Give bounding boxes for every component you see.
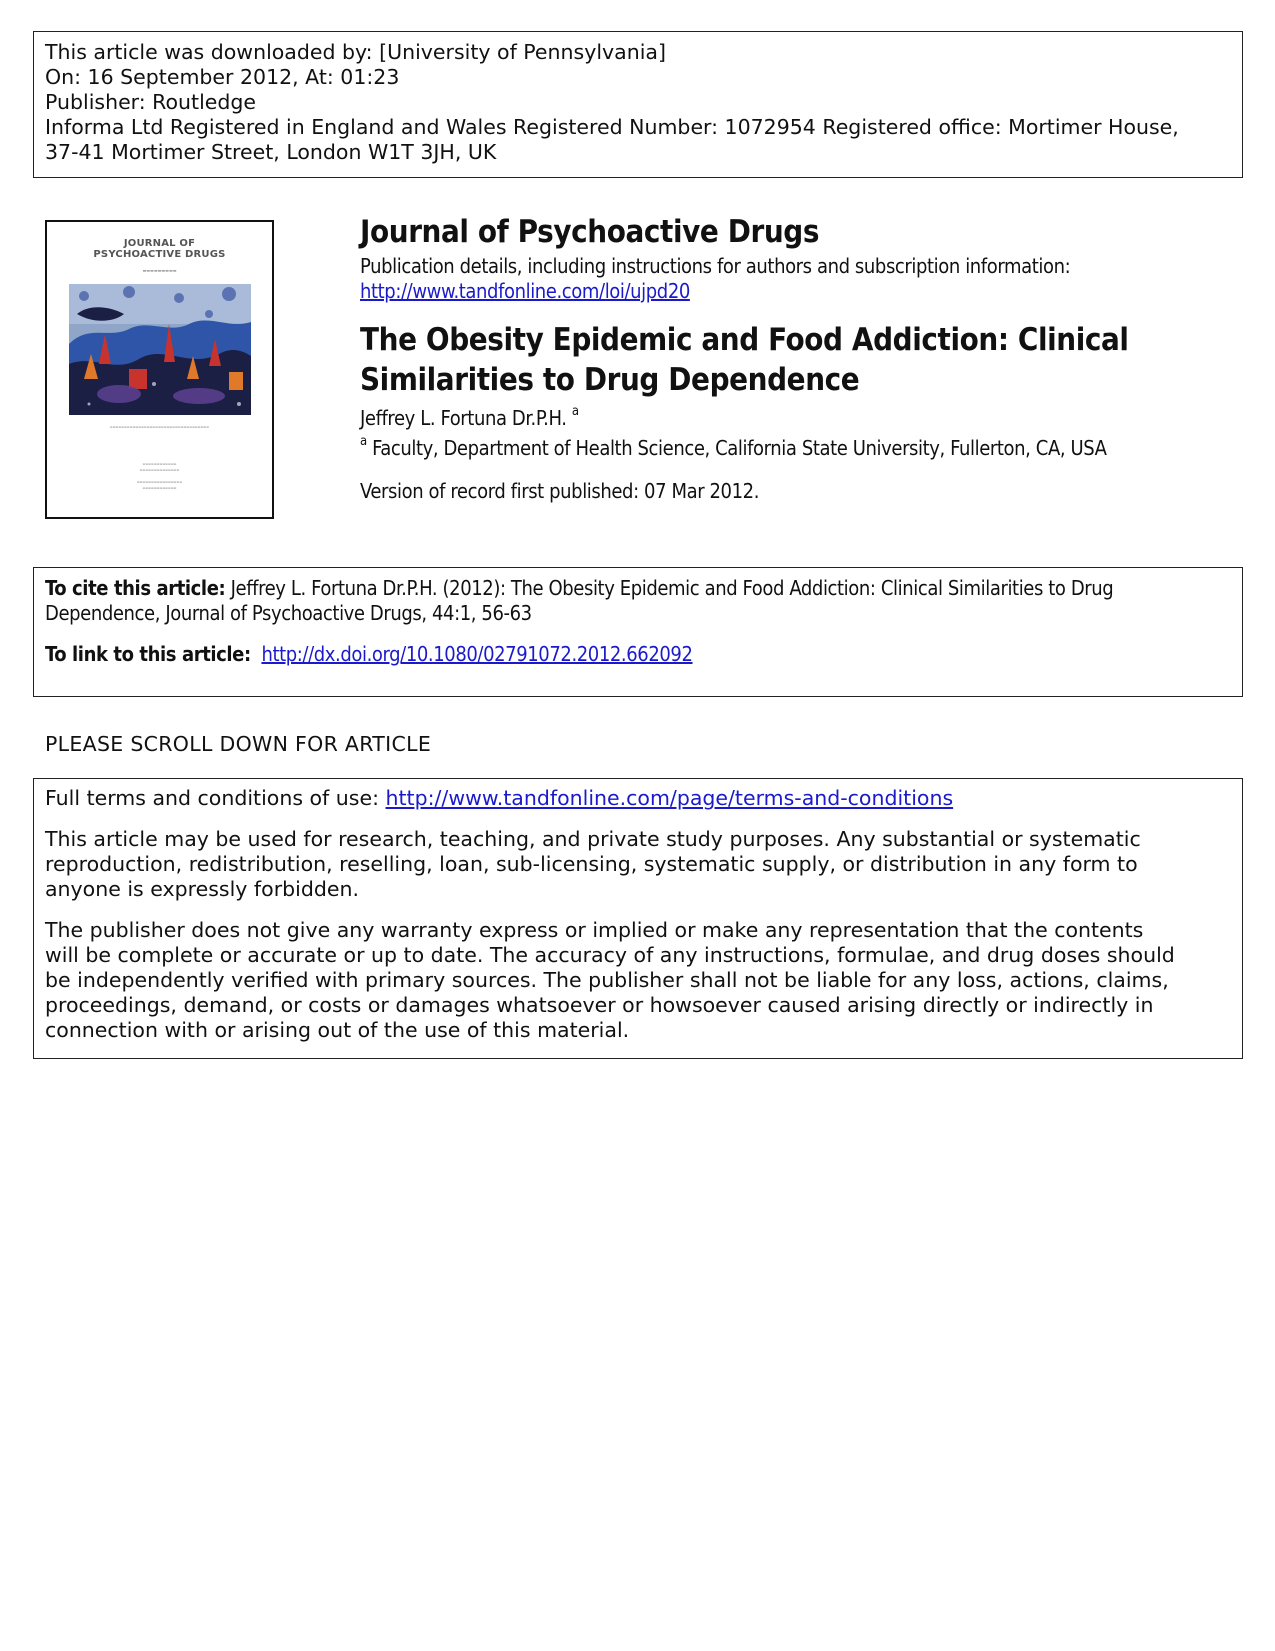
citation-text: Jeffrey L. Fortuna Dr.P.H. (2012): The Obesity Epidemic and Food Addiction: Clinical Similarities to Drug: [230, 576, 1114, 600]
cover-artwork: [69, 284, 251, 415]
download-date-line: On: 16 September 2012, At: 01:23: [45, 65, 400, 89]
cover-editor-decoration: ▬▬▬▬▬▬▬▬▬▬▬▬▬▬: [139, 468, 180, 472]
cover-title: JOURNAL OF PSYCHOACTIVE DRUGS: [93, 238, 226, 260]
terms-link-row: [45, 786, 1231, 811]
publication-details: Publication details, including instructions for authors and subscription information:: [360, 254, 1071, 278]
citation-line-continued: Dependence, Journal of Psychoactive Drugs, 44:1, 56-63: [45, 601, 532, 625]
registered-office-line: Informa Ltd Registered in England and Wales Registered Number: 1072954 Registered office: Mortimer House,: [45, 115, 1179, 139]
cover-publisher-decoration: ▬▬▬▬▬▬▬▬▬▬▬▬▬▬▬▬: [136, 480, 183, 484]
cover-editor-decoration: ▬▬▬▬▬▬▬▬▬▬▬▬: [142, 462, 177, 466]
terms-label: Full terms and conditions of use:: [45, 786, 379, 810]
journal-title: Journal of Psychoactive Drugs: [360, 214, 820, 250]
journal-cover-image: [45, 220, 274, 519]
disclaimer-paragraph: The publisher does not give any warranty express or implied or make any representation that the contents will be complete or accurate or up to date. The accuracy of any instructions, formulae, and drug doses should be independently verified with primary sources. The publisher shall not be liable for any loss, actions, claims, proceedings, demand, or costs or damages whatsoever or howsoever caused arising directly or indirectly in connection with or arising out of the use of this material.: [45, 918, 1175, 1042]
article-title: The Obesity Epidemic and Food Addiction: Clinical Similarities to Drug Dependence: [360, 322, 1129, 398]
terms-link[interactable]: http://www.tandfonline.com/page/terms-and-conditions: [385, 786, 954, 810]
author-affiliation-marker: a: [571, 404, 579, 420]
cover-publisher-decoration: ▬▬▬▬▬▬▬▬▬▬▬▬: [142, 486, 177, 490]
citation-line: [45, 576, 1231, 601]
download-info-line: This article was downloaded by: [University of Pennsylvania]: [45, 40, 666, 64]
author-name: Jeffrey L. Fortuna Dr.P.H.: [360, 406, 567, 430]
affiliation-line: [360, 436, 1107, 461]
terms-box: [33, 778, 1243, 1059]
affiliation-marker: a: [360, 434, 367, 450]
article-link-row: [45, 642, 1231, 667]
cover-subtitle-decoration: ▬▬▬▬▬▬▬▬▬: [142, 268, 177, 273]
usage-paragraph: This article may be used for research, teaching, and private study purposes. Any substantial or systematic reproduction, redistribution, reselling, loan, sub-licensing, systematic supply, or distribution in any form to anyone is expressly forbidden.: [45, 827, 1141, 901]
cite-label: To cite this article:: [45, 576, 226, 600]
publisher-line: Publisher: Routledge: [45, 90, 257, 114]
address-line: 37-41 Mortimer Street, London W1T 3JH, UK: [45, 140, 497, 164]
author-line: [360, 406, 579, 431]
scroll-notice: PLEASE SCROLL DOWN FOR ARTICLE: [45, 732, 432, 756]
affiliation-text: Faculty, Department of Health Science, California State University, Fullerton, CA, USA: [372, 436, 1107, 460]
journal-url-link[interactable]: http://www.tandfonline.com/loi/ujpd20: [360, 279, 690, 303]
doi-link[interactable]: http://dx.doi.org/10.1080/02791072.2012.662092: [261, 642, 693, 666]
version-of-record: Version of record first published: 07 Mar 2012.: [360, 479, 760, 503]
download-info-box: [33, 31, 1243, 178]
cover-footer-decoration: ▬▬▬▬▬▬▬▬▬▬▬▬▬▬▬▬▬▬▬▬▬▬▬▬▬▬▬▬▬▬▬▬▬▬▬: [109, 425, 210, 429]
citation-box: [33, 567, 1243, 697]
link-label: To link to this article:: [45, 642, 251, 666]
